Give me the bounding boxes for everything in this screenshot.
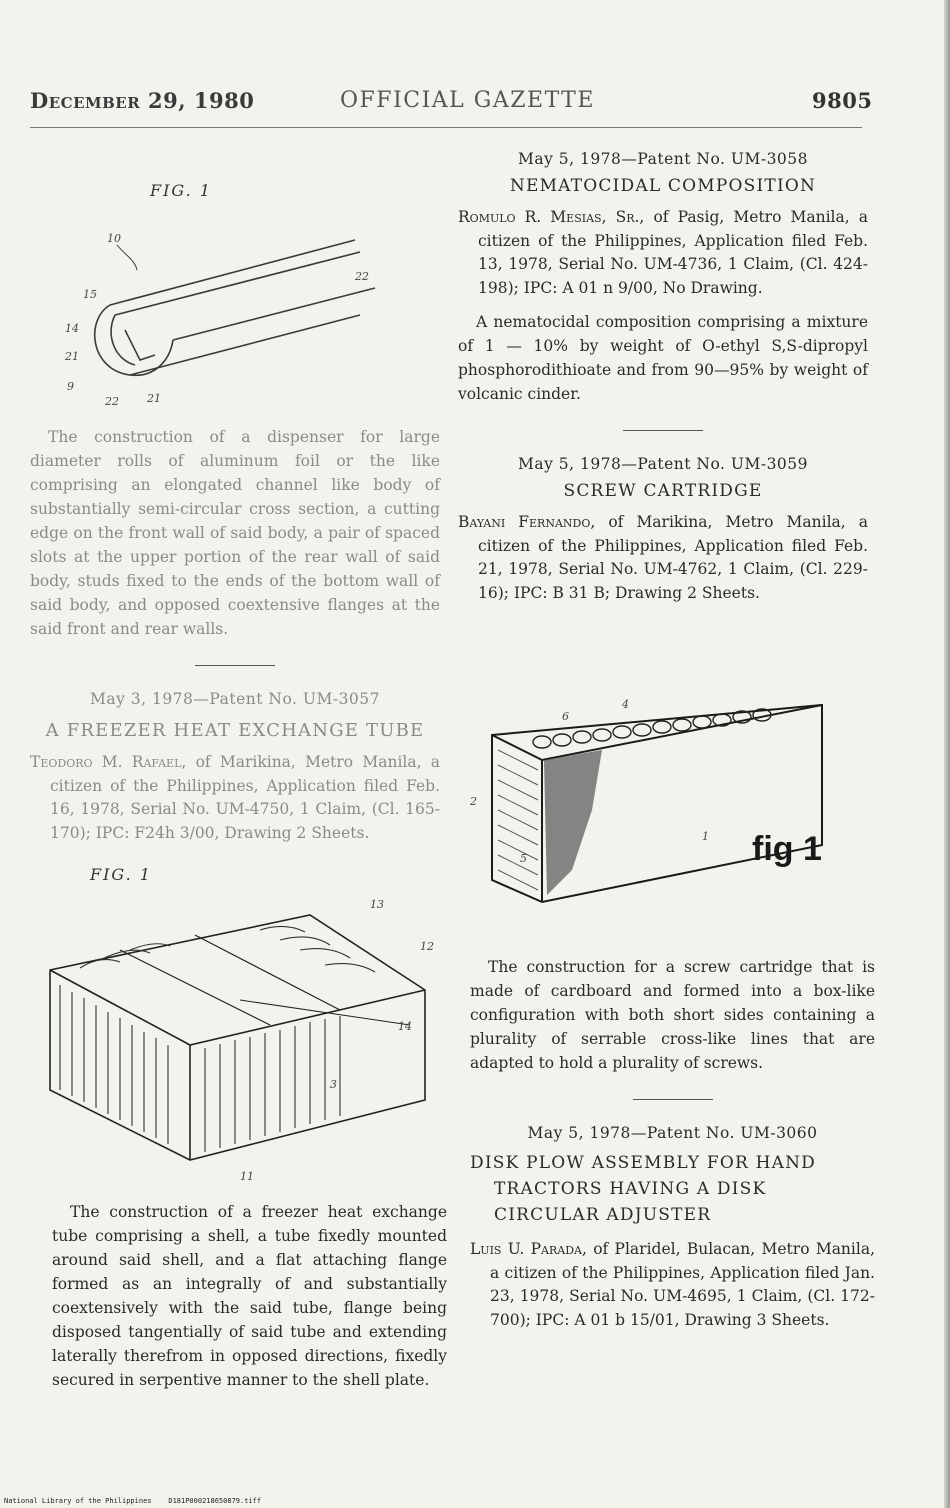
patent-3058-title: NEMATOCIDAL COMPOSITION (509, 176, 817, 196)
cartridge-figure-label: fig 1 (752, 830, 822, 868)
cartridge-box-drawing (492, 705, 822, 902)
patent-3057-abstract: The construction of a freezer heat exchange tube comprising a shell, a tube fixedly mounted around said shell, and a flat attaching flange formed as an integrally of and substantially coextensively with the said tube, flange being disposed tangentially of said tube and extending laterally therefrom in opposed directions, fixedly secured in serpentive manner to the shell plate. (52, 1203, 447, 1389)
cartridge-end-hatching (498, 750, 538, 890)
header-title: OFFICIAL GAZETTE (340, 88, 595, 113)
patent-3059-applicant-details: of Marikina, Metro Manila, a citizen of the Philippines, Application filed Feb. 21, 1978, Serial No. UM-4762, 1 Claim, (Cl. 229-16); IPC: B 31 B; Drawing 2 Sheets. (478, 513, 868, 602)
freezer-figure-caption: FIG. 1 (90, 865, 152, 884)
patent-3060-date: May 5, 1978—Patent No. UM-3060 (527, 1124, 818, 1142)
patent-3058-applicant (458, 206, 868, 300)
patent-3057-applicant-details: of Marikina, Metro Manila, a citizen of the Philippines, Application filed Feb. 16, 1978, Serial No. UM-4750, 1 Claim, (Cl. 165-170); IPC: F24h 3/00, Drawing 2 Sheets. (50, 753, 441, 842)
header-page-number: 9805 (812, 88, 873, 113)
patent-3058-applicant-name: Romulo R. Mesias, Sr., (458, 208, 645, 226)
patent-3060-applicant-details: of Plaridel, Bulacan, Metro Manila, a citizen of the Philippines, Application filed Jan. 23, 1978, Serial No. UM-4695, 1 Claim, (Cl. 172-700); IPC: A 01 b 15/01, Drawing 3 Sheets. (490, 1240, 875, 1329)
svg-text:21: 21 (147, 392, 161, 405)
svg-text:2: 2 (470, 795, 477, 808)
dispenser-reference-numerals (64, 232, 369, 408)
svg-text:22: 22 (105, 395, 119, 408)
patent-3060-applicant (470, 1238, 875, 1332)
patent-3057-applicant-name: Teodoro M. Rafael, (30, 753, 187, 771)
cartridge-screw-mass (544, 750, 602, 895)
patent-3059-date: May 5, 1978—Patent No. UM-3059 (517, 455, 809, 473)
dispenser-figure (55, 170, 385, 420)
svg-text:5: 5 (520, 852, 527, 865)
dispenser-figure-caption: FIG. 1 (150, 181, 212, 200)
patent-3057-abstract-block (52, 1200, 447, 1392)
header-rule (30, 127, 862, 128)
svg-text:14: 14 (398, 1020, 412, 1033)
svg-text:15: 15 (83, 288, 97, 301)
patent-3057-applicant (30, 751, 440, 845)
screw-cartridge-figure (462, 680, 867, 920)
svg-text:21: 21 (65, 350, 79, 363)
header-date: December 29, 1980 (30, 88, 255, 113)
svg-text:9: 9 (67, 380, 74, 393)
svg-text:1: 1 (702, 830, 709, 843)
svg-text:11: 11 (240, 1170, 254, 1183)
right-column (458, 150, 868, 605)
dispenser-abstract: The construction of a dispenser for large diameter rolls of aluminum foil or the like comprising an elongated channel like body of substantially semi-circular cross section, a cutting edge on the front wall of said body, a pair of spaced slots at the upper portion of the rear wall of said body, studs fixed to the ends of the bottom wall of said body, and opposed coextensive flanges at the said front and rear walls. (30, 428, 440, 638)
svg-text:4: 4 (622, 698, 629, 711)
patent-3059-applicant (458, 511, 868, 605)
left-column (30, 425, 440, 845)
patent-3058-abstract: A nematocidal composition comprising a mixture of 1 — 10% by weight of O-ethyl S,S-dipropyl phosphorodithioate and from 90—95% by weight of volcanic cinder. (458, 313, 868, 403)
svg-text:3: 3 (330, 1078, 337, 1091)
svg-text:6: 6 (562, 710, 569, 723)
freezer-drawing (50, 915, 425, 1160)
patent-3059-abstract: The construction for a screw cartridge that is made of cardboard and formed into a box-like configuration with both short sides containing a plurality of serrable cross-like lines that are adapted to hold a plurality of screws. (470, 958, 875, 1072)
patent-3057-date: May 3, 1978—Patent No. UM-3057 (89, 690, 381, 708)
patent-3057-title: A FREEZER HEAT EXCHANGE TUBE (45, 720, 425, 741)
patent-3060-applicant-name: Luis U. Parada, (470, 1240, 587, 1258)
dispenser-drawing (95, 240, 375, 375)
patent-3059-abstract-block (470, 955, 875, 1332)
patent-3058-date: May 5, 1978—Patent No. UM-3058 (517, 150, 809, 168)
scan-footer: National Library of the Philippines D181P000218650879.tiff (4, 1497, 262, 1505)
patent-3060-title: DISK PLOW ASSEMBLY FOR HAND TRACTORS HAVING A DISK CIRCULAR ADJUSTER (470, 1153, 816, 1225)
patent-3058-applicant-details: of Pasig, Metro Manila, a citizen of the Philippines, Application filed Feb. 13, 1978, Serial No. UM-4736, 1 Claim, (Cl. 424-198); IPC: A 01 n 9/00, No Drawing. (478, 208, 868, 297)
page-edge-shadow (944, 0, 950, 1508)
svg-text:13: 13 (370, 898, 384, 911)
patent-3059-title: SCREW CARTRIDGE (563, 481, 763, 501)
patent-3059-applicant-name: Bayani Fernando, (458, 513, 596, 531)
svg-text:14: 14 (65, 322, 79, 335)
svg-text:10: 10 (107, 232, 121, 245)
svg-text:22: 22 (355, 270, 369, 283)
svg-text:12: 12 (420, 940, 434, 953)
freezer-tube-figure (40, 850, 450, 1190)
